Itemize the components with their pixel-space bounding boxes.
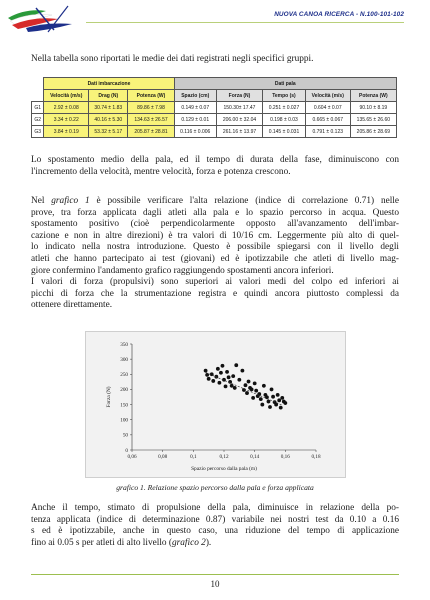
data-point xyxy=(227,375,231,379)
table-cell: 0.198 ± 0.03 xyxy=(263,114,306,126)
text-line: s ed è ipotizzabile, anche in questo caso, una riduzione del tempo di applicazione xyxy=(31,526,399,537)
data-point xyxy=(204,369,208,373)
data-point xyxy=(277,398,281,402)
x-tick-label: 0,06 xyxy=(127,454,137,460)
table-cell: 0.665 ± 0.067 xyxy=(305,114,350,126)
text-line: l'incremento della velocità, mentre velocità, forza e potenza crescono. xyxy=(31,166,291,177)
data-point xyxy=(221,364,225,368)
canoe-logo-icon xyxy=(6,2,78,36)
page-header xyxy=(0,0,430,40)
table-row xyxy=(32,102,397,114)
data-point xyxy=(205,373,209,377)
table-row xyxy=(32,126,397,138)
table-cell: 0.251 ± 0.027 xyxy=(263,102,306,114)
y-tick-label: 300 xyxy=(120,356,128,363)
data-point xyxy=(270,388,274,392)
table-cell: 89.86 ± 7.98 xyxy=(128,102,174,114)
paragraph-3 xyxy=(31,503,399,549)
text-fragment: è possibile verificare l'alta relazione (indice di correlazione 0.71) nelle xyxy=(89,196,400,206)
text-line: I valori di forza (propulsivi) sono superiori ai valori medi del colpo ed inferiori ai xyxy=(31,277,399,288)
text-line: giore confermino l'andamento grafico raggiungendo spostamenti ancora inferiori. xyxy=(31,265,334,276)
data-point xyxy=(231,374,235,378)
row-id: G2 xyxy=(32,114,44,126)
data-point xyxy=(207,377,211,381)
text-fragment: ). xyxy=(205,537,212,548)
text-line: Anche il tempo, stimato di propulsione della pala, diminuisce in relazione della po- xyxy=(31,503,399,513)
table-cell: 0.149 ± 0.07 xyxy=(174,102,216,114)
text-line: lo indicato nella nostra introduzione. Questo è possibile spiegarsi con il livello degli xyxy=(31,242,399,253)
col-header: Velocità (m/s) xyxy=(305,90,350,102)
data-point xyxy=(228,380,232,384)
table-cell: 0.791 ± 0.123 xyxy=(305,126,350,138)
table-cell: 3.84 ± 0.19 xyxy=(44,126,89,138)
data-point xyxy=(262,384,266,388)
x-tick-label: 0,1 xyxy=(190,454,197,460)
table-group-paddle: Dati pala xyxy=(174,78,396,90)
text-line xyxy=(31,538,399,550)
y-tick-label: 150 xyxy=(120,402,128,409)
x-tick-label: 0,14 xyxy=(250,454,260,460)
table-cell: 53.32 ± 5.17 xyxy=(89,126,128,138)
y-tick-label: 100 xyxy=(120,417,128,424)
x-tick-label: 0,16 xyxy=(280,454,290,460)
data-point xyxy=(211,379,215,383)
data-table xyxy=(31,77,397,138)
col-header: Velocità (m/s) xyxy=(44,90,89,102)
col-header: Tempo (s) xyxy=(263,90,306,102)
x-tick-label: 0,12 xyxy=(219,454,229,460)
table-corner xyxy=(32,78,44,90)
table-cell: 150.30± 17.47 xyxy=(216,102,262,114)
y-tick-label: 200 xyxy=(120,387,128,394)
text-line: ottenere direttamente. xyxy=(31,300,113,311)
table-cell: 205.87 ± 28.81 xyxy=(128,126,174,138)
col-header: Forza (N) xyxy=(216,90,262,102)
table-cell: 205.86 ± 28.69 xyxy=(350,126,396,138)
scatter-chart xyxy=(85,331,346,478)
data-point xyxy=(216,367,220,371)
paragraph-2 xyxy=(31,196,399,312)
y-tick-label: 250 xyxy=(120,372,128,379)
text-fragment: Nel xyxy=(31,196,52,206)
data-point xyxy=(242,388,246,392)
paragraph-1 xyxy=(31,155,399,178)
table-cell: 90.10 ± 8.19 xyxy=(350,102,396,114)
table-cell: 2.92 ± 0.08 xyxy=(44,102,89,114)
data-point xyxy=(237,378,241,382)
text-line: prove, tra forza applicata dagli atleti alla pala e lo spazio percorso in acqua. Questo xyxy=(31,207,399,218)
row-id: G3 xyxy=(32,126,44,138)
data-point xyxy=(218,381,222,385)
table-cell: 261.16 ± 13.97 xyxy=(216,126,262,138)
data-point xyxy=(244,383,248,387)
data-point xyxy=(276,393,280,397)
data-point xyxy=(219,371,223,375)
data-point xyxy=(233,386,237,390)
data-point xyxy=(225,370,229,374)
text-line: tenza applicata (indice di determinazione 0.87) variabile nei nostri test da 0.10 a 0.16 xyxy=(31,514,399,525)
text-line: picchi di forza che la strumentazione registra e quindi ancora piuttosto complessi da xyxy=(31,288,399,299)
text-line: cazione e non in altre direzioni) è tra valori di 10/16 cm. Leggermente più alto di quel- xyxy=(31,230,399,241)
y-axis-label: Forza (N) xyxy=(106,386,112,408)
data-point xyxy=(245,391,249,395)
data-point xyxy=(267,400,271,404)
y-tick-label: 50 xyxy=(122,432,128,439)
figure-ref-grafico-1: grafico 1 xyxy=(51,196,90,206)
table-cell: 0.116 ± 0.006 xyxy=(174,126,216,138)
data-point xyxy=(271,395,275,399)
data-point xyxy=(251,396,255,400)
data-point xyxy=(268,405,272,409)
data-point xyxy=(279,406,283,410)
figure-caption: grafico 1. Relazione spazio percorso dalla pala e forza applicata xyxy=(116,483,314,492)
figure-ref-grafico-2: grafico 2 xyxy=(171,537,206,548)
text-line xyxy=(31,196,399,208)
table-cell: 135.65 ± 26.60 xyxy=(350,114,396,126)
row-id: G1 xyxy=(32,102,44,114)
table-cell: 3.34 ± 0.22 xyxy=(44,114,89,126)
data-point xyxy=(234,363,238,367)
table-cell: 0.604 ± 0.07 xyxy=(305,102,350,114)
table-cell: 30.74 ± 1.83 xyxy=(89,102,128,114)
col-header: Potenza (W) xyxy=(128,90,174,102)
col-header: Potenza (W) xyxy=(350,90,396,102)
data-point xyxy=(257,392,261,396)
intro-paragraph xyxy=(31,54,399,66)
data-point xyxy=(283,401,287,405)
intro-text: Nella tabella sono riportati le medie dei dati registrati negli specifici gruppi. xyxy=(31,54,314,64)
table-corner-2 xyxy=(32,90,44,102)
page-number: 10 xyxy=(210,579,220,589)
journal-title: NUOVA CANOA RICERCA - N.100-101-102 xyxy=(274,11,404,18)
data-point xyxy=(260,403,264,407)
col-header: Spazio (cm) xyxy=(174,90,216,102)
chart-svg xyxy=(86,332,347,479)
data-point xyxy=(253,381,257,385)
y-tick-label: 350 xyxy=(120,341,128,348)
y-tick-label: 0 xyxy=(125,447,128,454)
table-cell: 0.129 ± 0.01 xyxy=(174,114,216,126)
data-point xyxy=(250,388,254,392)
table-cell: 134.63 ± 26.57 xyxy=(128,114,174,126)
table-cell: 40.16 ± 5.30 xyxy=(89,114,128,126)
footer-rule xyxy=(31,574,399,575)
data-point xyxy=(259,397,263,401)
text-line: atleti che hanno partecipato ai test (giovani) ed è ipotizzabile che atleti di livello mag- xyxy=(31,253,399,264)
data-point xyxy=(241,369,245,373)
table-cell: 206.00 ± 32.04 xyxy=(216,114,262,126)
text-line: Lo spostamento medio della pala, ed il tempo di durata della fase, diminuiscono con xyxy=(31,155,399,165)
table-cell: 0.145 ± 0.031 xyxy=(263,126,306,138)
col-header: Drag (N) xyxy=(89,90,128,102)
table-group-boat: Dati imbarcazione xyxy=(44,78,174,90)
x-tick-label: 0,18 xyxy=(311,454,321,460)
data-point xyxy=(247,380,251,384)
data-point xyxy=(280,396,284,400)
data-point xyxy=(224,385,228,389)
x-axis-label: Spazio percorso dalla pala (m) xyxy=(191,466,257,472)
data-point xyxy=(254,389,258,393)
table-row xyxy=(32,114,397,126)
text-line: spostamento positivo (cioè perpendicolarmente opposto all'avanzamento dell'imbar- xyxy=(31,219,399,230)
header-rule xyxy=(86,22,404,23)
x-tick-label: 0,08 xyxy=(158,454,168,460)
text-fragment: fino ai 0.05 s per atleti di alto livello ( xyxy=(31,537,172,548)
